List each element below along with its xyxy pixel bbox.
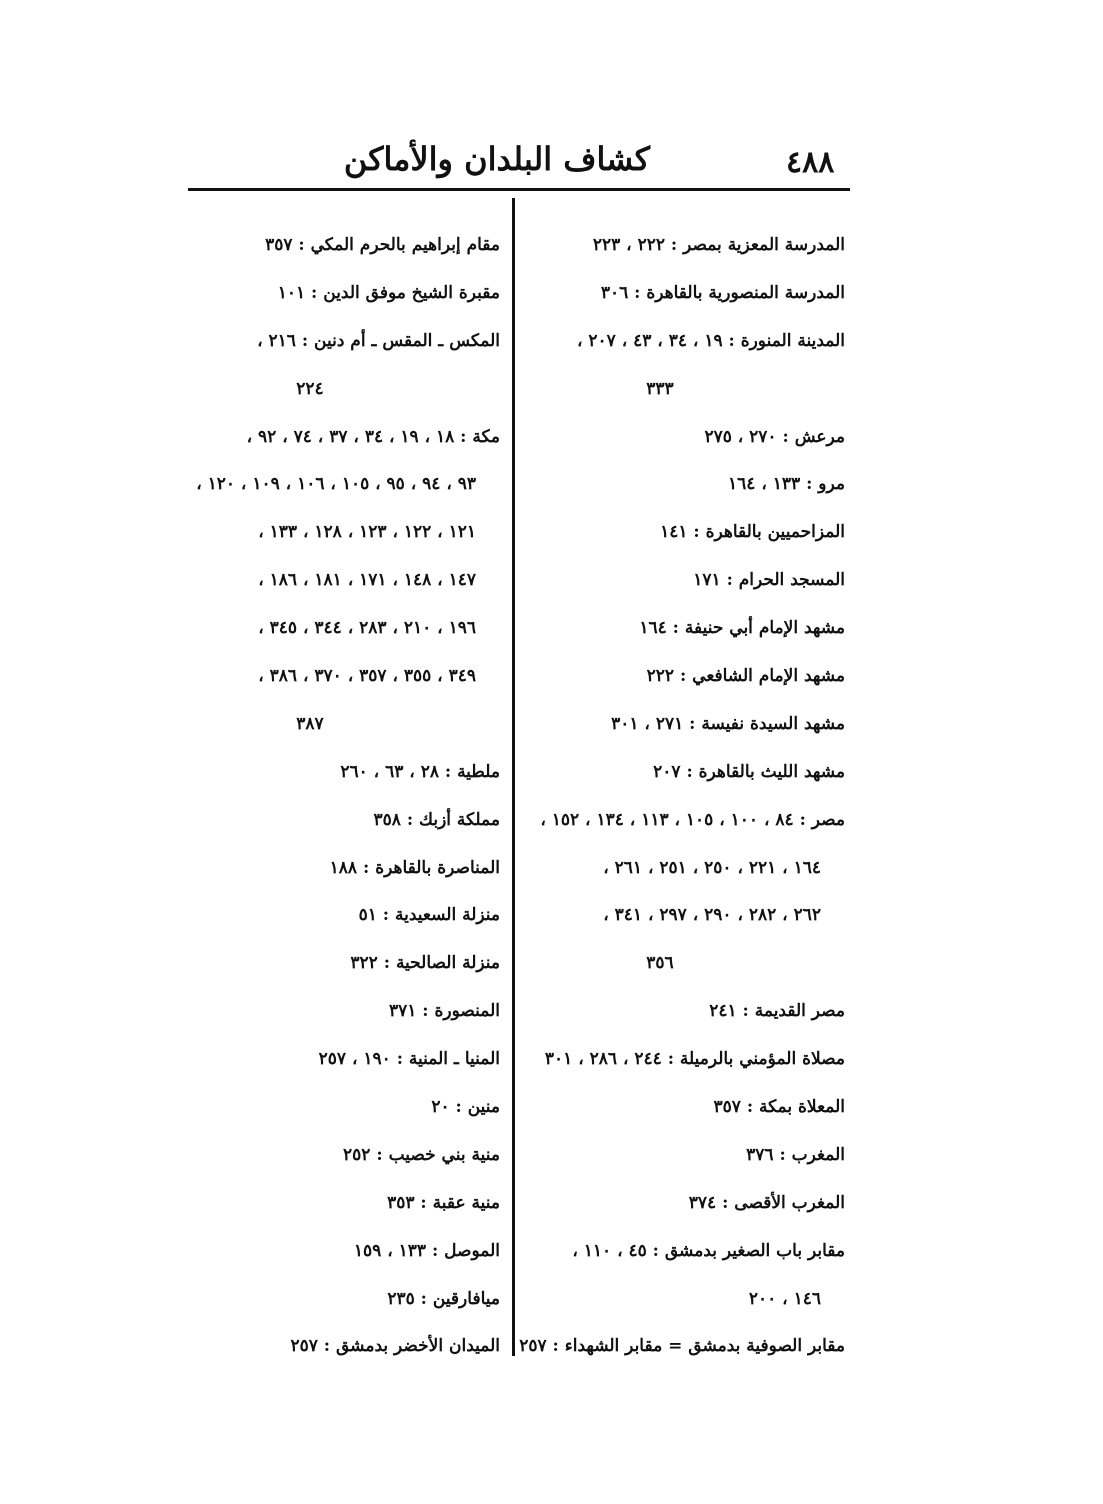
index-entry-continuation: ١٩٦ ، ٢١٠ ، ٢٨٣ ، ٣٤٤ ، ٣٤٥ ، xyxy=(258,618,476,639)
index-entry: المعلاة بمكة : ٣٥٧ xyxy=(713,1097,845,1118)
index-entry: مقام إبراهيم بالحرم المكي : ٣٥٧ xyxy=(265,235,500,255)
index-entry: المنيا ـ المنية : ١٩٠ ، ٢٥٧ xyxy=(318,1049,500,1070)
index-entry: مملكة أزبك : ٣٥٨ xyxy=(373,809,500,830)
index-entry-continuation: ٣٨٧ xyxy=(296,713,324,734)
index-entry-continuation: ١٤٧ ، ١٤٨ ، ١٧١ ، ١٨١ ، ١٨٦ ، xyxy=(258,570,476,591)
index-entry: مشهد السيدة نفيسة : ٢٧١ ، ٣٠١ xyxy=(611,713,845,734)
index-entry: منية عقبة : ٣٥٣ xyxy=(387,1192,500,1213)
index-entry: مكة : ١٨ ، ١٩ ، ٣٤ ، ٣٧ ، ٧٤ ، ٩٢ ، xyxy=(246,426,500,447)
index-entry: المغرب الأقصى : ٣٧٤ xyxy=(688,1192,845,1213)
index-entry: منية بني خصيب : ٢٥٢ xyxy=(343,1144,500,1165)
index-entry: المغرب : ٣٧٦ xyxy=(746,1144,845,1165)
index-entry: مقابر الصوفية بدمشق = مقابر الشهداء : ٢٥٧ xyxy=(519,1336,845,1357)
page-number: ٤٨٨ xyxy=(786,145,835,180)
index-entry: الميدان الأخضر بدمشق : ٢٥٧ xyxy=(290,1336,500,1357)
index-entry: المكس ـ المقس ـ أم دنين : ٢١٦ ، xyxy=(257,330,500,351)
index-entry: مشهد الليث بالقاهرة : ٢٠٧ xyxy=(653,761,845,782)
index-entry: مقبرة الشيخ موفق الدين : ١٠١ xyxy=(277,282,500,303)
index-entry: مرعش : ٢٧٠ ، ٢٧٥ xyxy=(704,426,845,447)
index-entry: مرو : ١٣٣ ، ١٦٤ xyxy=(728,474,845,495)
index-entry: المدينة المنورة : ١٩ ، ٣٤ ، ٤٣ ، ٢٠٧ ، xyxy=(576,330,845,351)
index-entry: مشهد الإمام الشافعي : ٢٢٢ xyxy=(646,666,845,687)
header-rule xyxy=(188,188,850,191)
right-column xyxy=(519,222,845,1371)
index-entry: مصر القديمة : ٢٤١ xyxy=(709,1001,845,1022)
index-entry: المدرسة المنصورية بالقاهرة : ٣٠٦ xyxy=(600,282,845,303)
index-entry: المدرسة المعزية بمصر : ٢٢٢ ، ٢٢٣ xyxy=(592,235,845,255)
index-entry: منزلة السعيدية : ٥١ xyxy=(358,905,500,926)
index-entry-continuation: ١٢١ ، ١٢٢ ، ١٢٣ ، ١٢٨ ، ١٣٣ ، xyxy=(258,522,476,543)
index-entry-continuation: ٣٣٣ xyxy=(646,378,674,399)
index-entry-continuation: ١٦٤ ، ٢٢١ ، ٢٥٠ ، ٢٥١ ، ٢٦١ ، xyxy=(603,857,821,878)
index-entry-continuation: ٣٥٦ xyxy=(646,953,674,974)
index-entry: المناصرة بالقاهرة : ١٨٨ xyxy=(329,857,500,878)
index-entry: مصر : ٨٤ ، ١٠٠ ، ١٠٥ ، ١١٣ ، ١٣٤ ، ١٥٢ ، xyxy=(540,809,845,830)
column-divider xyxy=(512,198,515,1356)
index-entry: المزاحميين بالقاهرة : ١٤١ xyxy=(660,522,845,543)
index-entry: مصلاة المؤمني بالرميلة : ٢٤٤ ، ٢٨٦ ، ٣٠١ xyxy=(544,1049,845,1070)
index-entry-continuation: ١٤٦ ، ٢٠٠ xyxy=(748,1288,821,1309)
index-entry-continuation: ٢٦٢ ، ٢٨٢ ، ٢٩٠ ، ٢٩٧ ، ٣٤١ ، xyxy=(603,905,821,926)
left-column xyxy=(190,222,500,1371)
index-entry: مقابر باب الصغير بدمشق : ٤٥ ، ١١٠ ، xyxy=(572,1240,845,1261)
index-entry: الموصل : ١٣٣ ، ١٥٩ xyxy=(353,1240,500,1261)
index-entry: منين : ٢٠ xyxy=(431,1097,500,1118)
running-title: كشاف البلدان والأماكن xyxy=(343,140,650,178)
index-entry: المنصورة : ٣٧١ xyxy=(388,1001,500,1022)
index-entry-continuation: ٣٤٩ ، ٣٥٥ ، ٣٥٧ ، ٣٧٠ ، ٣٨٦ ، xyxy=(258,666,476,687)
index-entry: ميافارقين : ٢٣٥ xyxy=(387,1288,500,1309)
index-entry-continuation: ٢٢٤ xyxy=(296,378,324,399)
index-entry: مشهد الإمام أبي حنيفة : ١٦٤ xyxy=(639,618,845,639)
index-entry: المسجد الحرام : ١٧١ xyxy=(693,570,845,591)
index-entry: منزلة الصالحية : ٣٢٢ xyxy=(350,953,500,974)
index-entry-continuation: ٩٣ ، ٩٤ ، ٩٥ ، ١٠٥ ، ١٠٦ ، ١٠٩ ، ١٢٠ ، xyxy=(196,474,476,495)
index-entry: ملطية : ٢٨ ، ٦٣ ، ٢٦٠ xyxy=(340,761,500,782)
